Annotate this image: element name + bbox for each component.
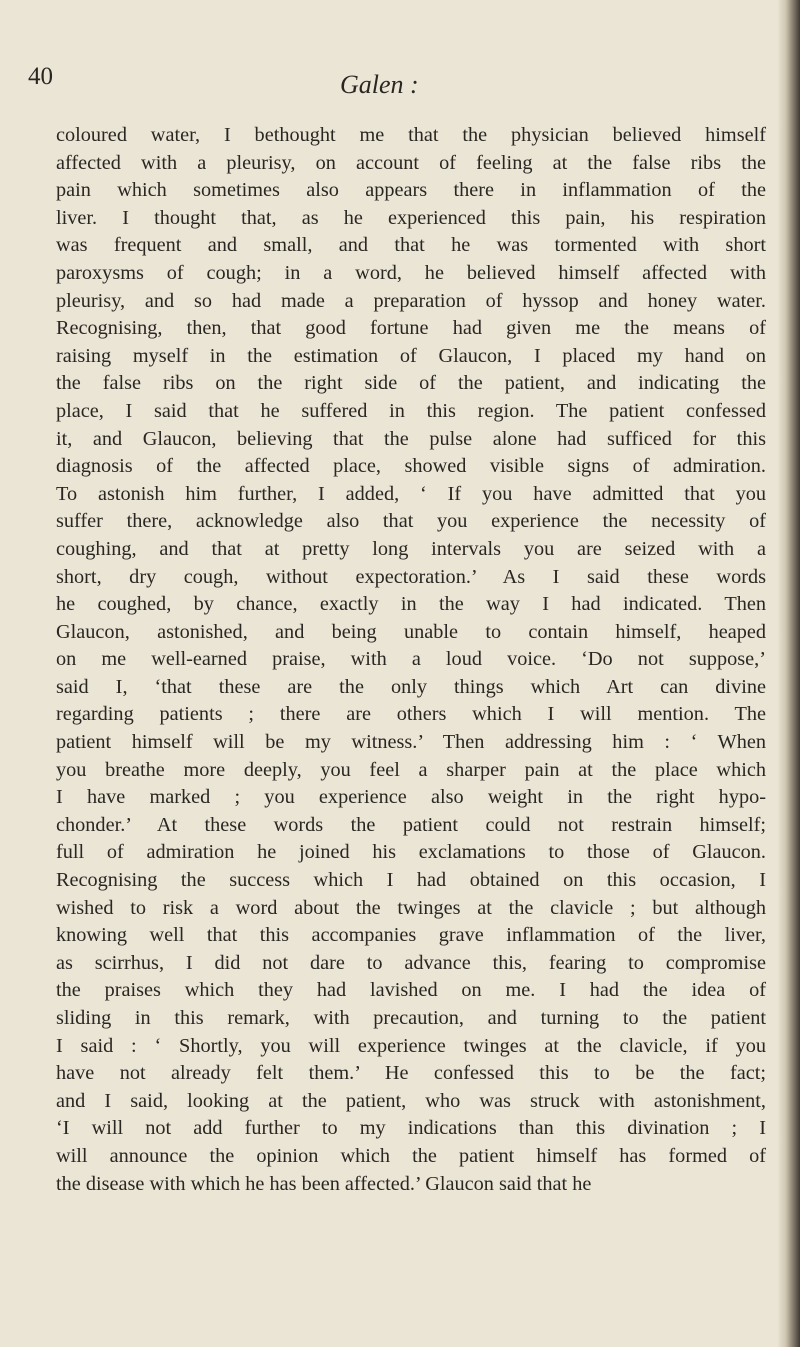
text-line: To astonish him further, I added, ‘ If you have admitted that you <box>56 482 766 505</box>
text-line: suffer there, acknowledge also that you experience the necessity of <box>56 510 766 533</box>
page-number: 40 <box>28 63 53 90</box>
text-line: the false ribs on the right side of the patient, and indicating the <box>56 372 766 395</box>
text-line: pleurisy, and so had made a preparation of hyssop and honey water. <box>56 289 766 312</box>
text-line: you breathe more deeply, you feel a sharper pain at the place which <box>56 758 766 781</box>
text-line: I said : ‘ Shortly, you will experience twinges at the clavicle, if you <box>56 1034 766 1057</box>
text-line: have not already felt them.’ He confessed this to be the fact; <box>56 1062 766 1085</box>
text-line: raising myself in the estimation of Glaucon, I placed my hand on <box>56 344 766 367</box>
text-line: the praises which they had lavished on me. I had the idea of <box>56 979 766 1002</box>
running-head: Galen : <box>340 70 419 99</box>
text-line: coloured water, I bethought me that the physician believed himself <box>56 124 766 146</box>
text-line: Recognising, then, that good fortune had given me the means of <box>56 317 766 340</box>
text-line: coughing, and that at pretty long intervals you are seized with a <box>56 537 766 560</box>
text-line: said I, ‘that these are the only things which Art can divine <box>56 675 766 698</box>
text-line: it, and Glaucon, believing that the pulse alone had sufficed for this <box>56 427 766 450</box>
text-line: chonder.’ At these words the patient could not restrain himself; <box>56 813 766 836</box>
text-line: was frequent and small, and that he was tormented with short <box>56 234 766 257</box>
text-line: the disease with which he has been affected.’ Glaucon said that he <box>56 1172 592 1195</box>
text-line: I have marked ; you experience also weight in the right hypo- <box>56 786 766 809</box>
body-paragraph <box>56 122 766 1198</box>
text-line: full of admiration he joined his exclamations to those of Glaucon. <box>56 841 766 864</box>
text-line: knowing well that this accompanies grave inflammation of the liver, <box>56 924 766 947</box>
text-line: regarding patients ; there are others which I will mention. The <box>56 703 766 726</box>
text-line: and I said, looking at the patient, who was struck with astonishment, <box>56 1089 766 1112</box>
text-line: patient himself will be my witness.’ Then addressing him : ‘ When <box>56 731 766 754</box>
text-line: liver. I thought that, as he experienced this pain, his respiration <box>56 206 766 229</box>
text-line: affected with a pleurisy, on account of feeling at the false ribs the <box>56 151 766 174</box>
text-line: sliding in this remark, with precaution, and turning to the patient <box>56 1007 766 1029</box>
text-line: pain which sometimes also appears there in inflammation of the <box>56 179 766 202</box>
text-line: diagnosis of the affected place, showed visible signs of admiration. <box>56 455 766 478</box>
text-line: will announce the opinion which the patient himself has formed of <box>56 1144 766 1167</box>
text-line: as scirrhus, I did not dare to advance this, fearing to compromise <box>56 951 766 974</box>
text-line: ‘I will not add further to my indications than this divination ; I <box>56 1117 766 1140</box>
text-line: on me well-earned praise, with a loud voice. ‘Do not suppose,’ <box>56 648 766 671</box>
text-line: Glaucon, astonished, and being unable to contain himself, heaped <box>56 620 766 643</box>
text-line: wished to risk a word about the twinges at the clavicle ; but although <box>56 896 766 919</box>
text-line: he coughed, by chance, exactly in the way I had indicated. Then <box>56 593 766 616</box>
page-edge-shadow <box>778 0 800 1347</box>
text-line: Recognising the success which I had obtained on this occasion, I <box>56 869 766 892</box>
text-line: short, dry cough, without expectoration.’ As I said these words <box>56 565 766 588</box>
text-line: paroxysms of cough; in a word, he believed himself affected with <box>56 261 766 284</box>
text-line: place, I said that he suffered in this region. The patient confessed <box>56 399 766 422</box>
